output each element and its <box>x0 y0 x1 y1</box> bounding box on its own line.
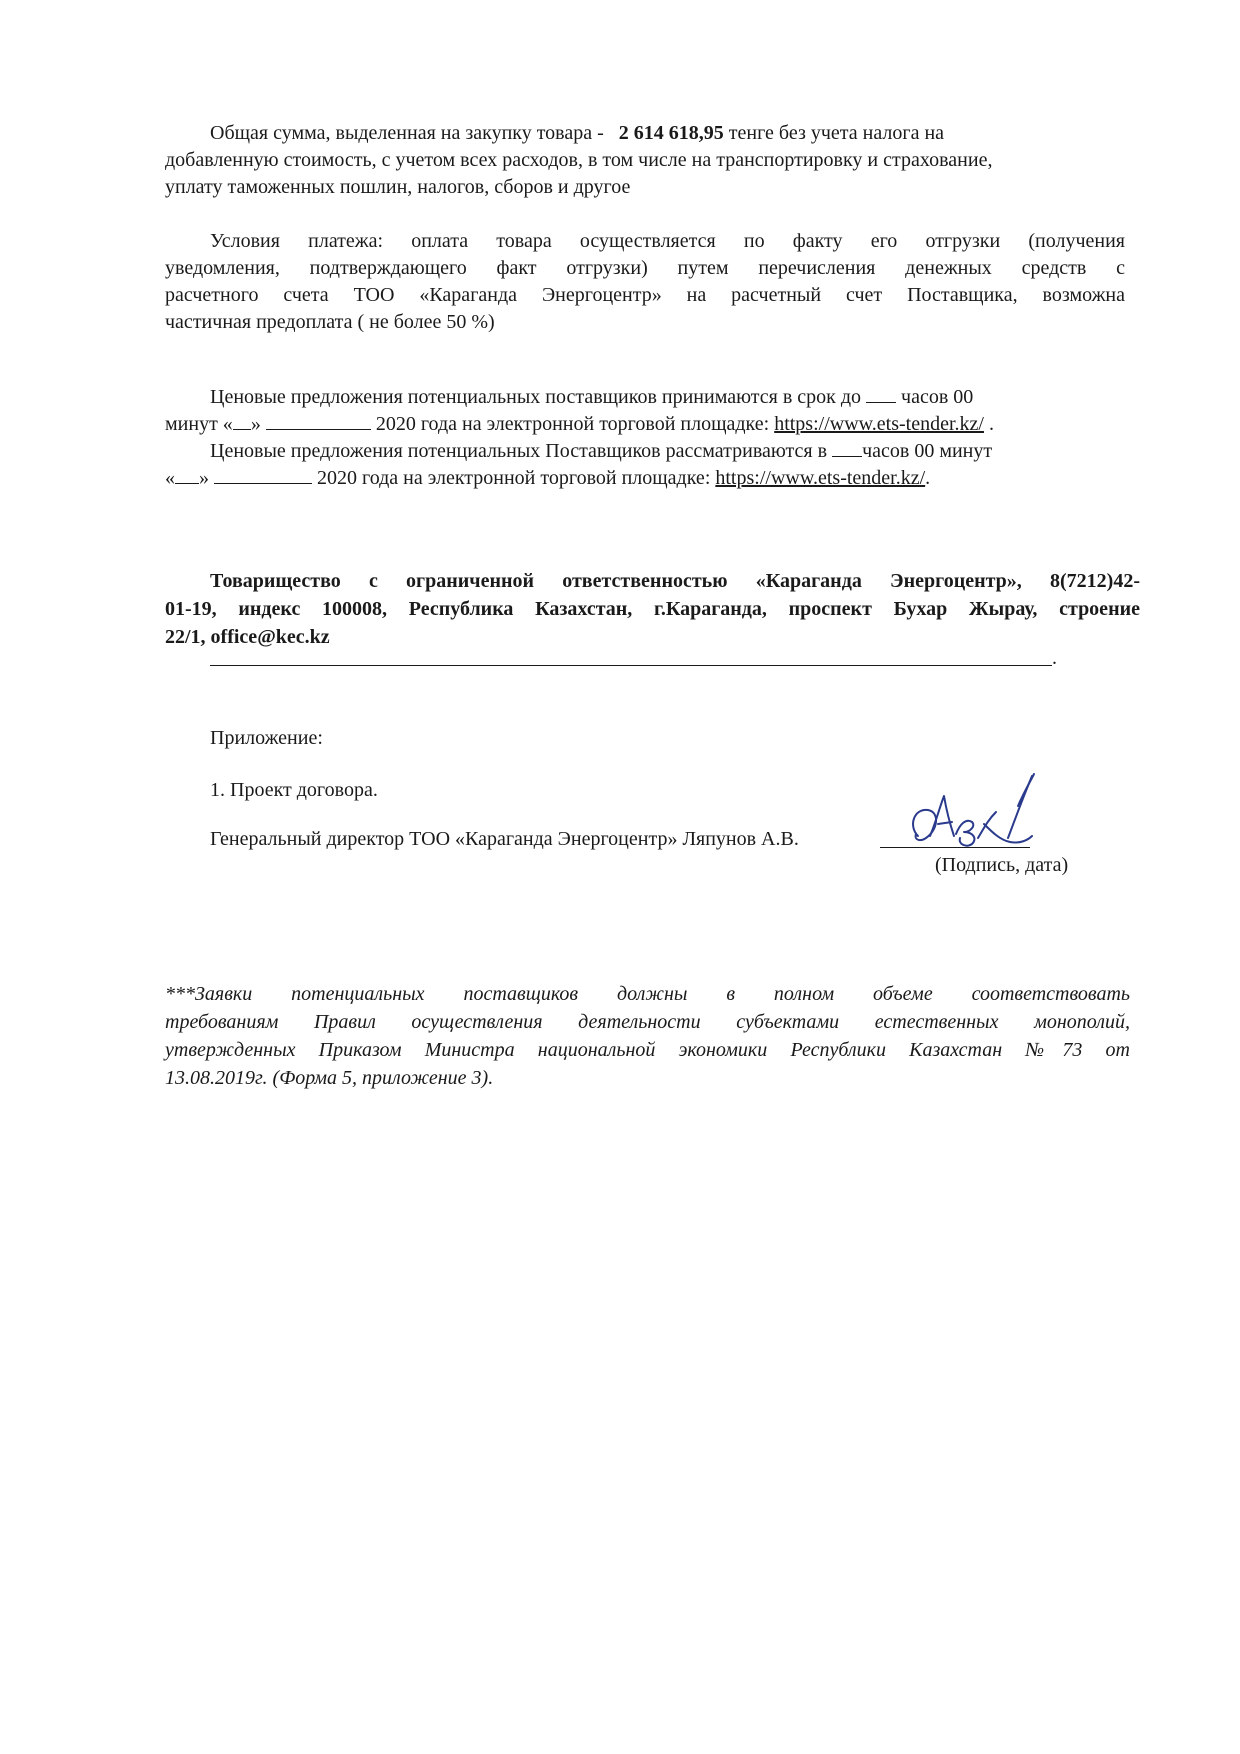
attachment-heading: Приложение: <box>210 727 323 749</box>
footnote-line-4: 13.08.2019г. (Форма 5, приложение 3). <box>165 1067 494 1089</box>
footnote-line-3: утвержденных Приказом Министра национальной экономики Республики Казахстан №73 от <box>165 1039 1130 1061</box>
day-blank <box>175 467 199 484</box>
total-text-b: тенге без учета налога на <box>728 122 945 144</box>
deadline-a-line-1: Ценовые предложения потенциальных поставщиков принимаются в срок до часов 00 <box>210 386 974 408</box>
attachment-item: 1. Проект договора. <box>210 779 378 801</box>
company-line-2: 01-19, индекс 100008, Республика Казахстан, г.Караганда, проспект Бухар Жырау, строение <box>165 598 1140 620</box>
hours-blank <box>832 440 862 457</box>
terms-line-2: уведомления, подтверждающего факт отгрузки) путем перечисления денежных средств с <box>165 257 1125 279</box>
hours-blank <box>866 386 896 403</box>
terms-line-4: частичная предоплата ( не более 50 %) <box>165 311 495 333</box>
total-line-3: уплату таможенных пошлин, налогов, сборов и другое <box>165 176 631 198</box>
footnote-line-1: ***Заявки потенциальных поставщиков должны в полном объеме соответствовать <box>165 983 1130 1005</box>
total-text-a: Общая сумма, выделенная на закупку товара - <box>210 122 604 144</box>
deadline-b-line-1: Ценовые предложения потенциальных Поставщиков рассматриваются в часов 00 минут <box>210 440 993 462</box>
terms-line-1: Условия платежа: оплата товара осуществляется по факту его отгрузки (получения <box>210 230 1125 252</box>
total-line-1 <box>210 120 1125 147</box>
company-line-3: 22/1, office@kec.kz <box>165 626 330 648</box>
month-blank <box>266 413 371 430</box>
total-line-2: добавленную стоимость, с учетом всех расходов, в том числе на транспортировку и страхование, <box>165 149 993 171</box>
underline-rule <box>210 665 1052 666</box>
footnote-line-2: требованиям Правил осуществления деятельности субъектами естественных монополий, <box>165 1011 1130 1033</box>
ets-tender-link[interactable]: https://www.ets-tender.kz/ <box>715 467 926 489</box>
deadline-b-line-2: « » 2020 года на электронной торговой площадке: https://www.ets-tender.kz/. <box>165 467 931 489</box>
terms-line-3: расчетного счета ТОО «Караганда Энергоцентр» на расчетный счет Поставщика, возможна <box>165 284 1125 306</box>
day-blank <box>233 413 251 430</box>
signature-caption: (Подпись, дата) <box>935 854 1069 876</box>
rule-period: . <box>1052 647 1057 669</box>
month-blank <box>214 467 312 484</box>
company-line-1: Товарищество с ограниченной ответственностью «Караганда Энергоцентр», 8(7212)42- <box>210 570 1140 592</box>
deadline-a-line-2: минут « » 2020 года на электронной торговой площадке: https://www.ets-tender.kz/ . <box>165 413 994 435</box>
signature-image <box>900 766 1050 858</box>
signatory-line: Генеральный директор ТОО «Караганда Энергоцентр» Ляпунов А.В. <box>210 828 799 850</box>
total-amount: 2 614 618,95 <box>618 122 724 144</box>
ets-tender-link[interactable]: https://www.ets-tender.kz/ <box>774 413 984 435</box>
